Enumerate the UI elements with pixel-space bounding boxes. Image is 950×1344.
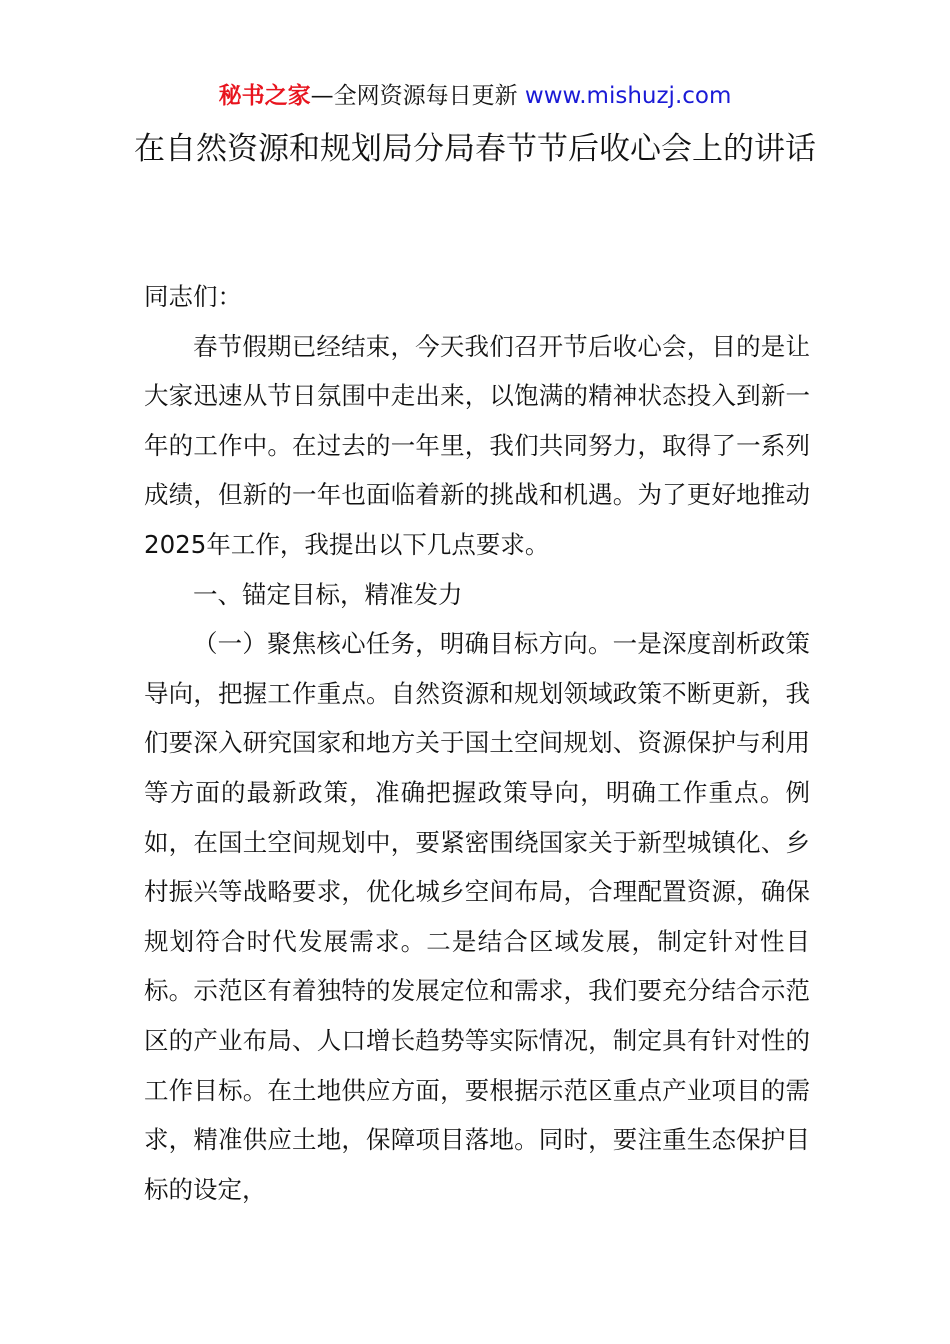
body-paragraph: （一）聚焦核心任务，明确目标方向。一是深度剖析政策导向，把握工作重点。自然资源和规划领域政策不断更新，我们要深入研究国家和地方关于国土空间规划、资源保护与利用等方面的最新政策，准确把握政策导向，明确工作重点。例如，在国土空间规划中，要紧密围绕国家关于新型城镇化、乡村振兴等战略要求，优化城乡空间布局，合理配置资源，确保规划符合时代发展需求。二是结合区域发展，制定针对性目标。示范区有着独特的发展定位和需求，我们要充分结合示范区的产业布局、人口增长趋势等实际情况，制定具有针对性的工作目标。在土地供应方面，要根据示范区重点产业项目的需求，精准供应土地，保障项目落地。同时，要注重生态保护目标的设定， bbox=[144, 629, 810, 1204]
salutation: 同志们： bbox=[144, 282, 242, 311]
document-body bbox=[144, 272, 810, 1214]
site-header bbox=[0, 80, 950, 112]
section-heading: 一、锚定目标，精准发力 bbox=[193, 579, 463, 609]
header-tagline: —全网资源每日更新 bbox=[310, 83, 518, 109]
body-paragraph: 春节假期已经结束，今天我们召开节后收心会，目的是让大家迅速从节日氛围中走出来，以饱满的精神状态投入到新一年的工作中。在过去的一年里，我们共同努力，取得了一系列成绩，但新的一年也面临着新的挑战和机遇。为了更好地推动2025年工作，我提出以下几点要求。 bbox=[144, 331, 810, 559]
site-url-link[interactable]: www.mishuzj.com bbox=[524, 83, 732, 109]
document-title: 在自然资源和规划局分局春节节后收心会上的讲话 bbox=[134, 131, 816, 167]
brand-name: 秘书之家 bbox=[218, 83, 311, 109]
